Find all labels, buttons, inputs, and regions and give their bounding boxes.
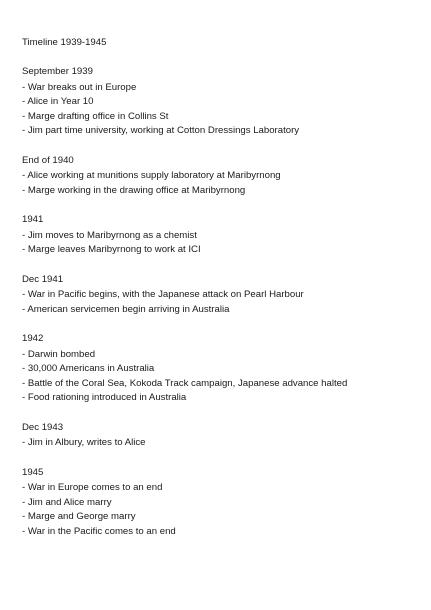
timeline-section <box>22 213 411 258</box>
section-heading: 1941 <box>22 214 44 225</box>
timeline-item: - Jim moves to Maribyrnong as a chemist <box>22 229 197 241</box>
timeline-item: - Alice in Year 10 <box>22 96 94 107</box>
timeline-item: - Darwin bombed <box>22 348 96 360</box>
timeline-item: - Battle of the Coral Sea, Kokoda Track campaign, Japanese advance halted <box>22 377 348 389</box>
timeline-item: - Food rationing introduced in Australia <box>22 392 187 403</box>
timeline-sections <box>22 65 411 539</box>
timeline-item: - War breaks out in Europe <box>22 81 137 93</box>
timeline-section <box>22 273 411 318</box>
timeline-item: - War in the Pacific comes to an end <box>22 525 176 537</box>
section-heading: September 1939 <box>22 66 93 77</box>
section-heading: 1945 <box>22 466 44 478</box>
timeline-item: - Alice working at munitions supply laboratory at Maribyrnong <box>22 170 281 181</box>
timeline-item: - Jim part time university, working at Cotton Dressings Laboratory <box>22 125 300 136</box>
timeline-item: - Marge leaves Maribyrnong to work at ICI <box>22 244 201 255</box>
timeline-item: - War in Europe comes to an end <box>22 482 163 493</box>
timeline-item: - Jim in Albury, writes to Alice <box>22 437 146 448</box>
timeline-item: - Marge working in the drawing office at Maribyrnong <box>22 184 246 196</box>
timeline-section <box>22 466 411 540</box>
timeline-section <box>22 421 411 451</box>
timeline-item: - 30,000 Americans in Australia <box>22 363 155 374</box>
timeline-section <box>22 154 411 199</box>
timeline-item: - War in Pacific begins, with the Japanese attack on Pearl Harbour <box>22 289 304 300</box>
timeline-item: - Marge drafting office in Collins St <box>22 110 169 122</box>
timeline-section <box>22 332 411 406</box>
section-heading: End of 1940 <box>22 154 74 166</box>
timeline-item: - Marge and George marry <box>22 511 136 522</box>
timeline-item: - American servicemen begin arriving in Australia <box>22 303 230 315</box>
section-heading: Dec 1943 <box>22 421 64 433</box>
document-title: Timeline 1939-1945 <box>22 37 107 48</box>
section-heading: Dec 1941 <box>22 273 64 285</box>
section-heading: 1942 <box>22 333 44 344</box>
timeline-item: - Jim and Alice marry <box>22 496 112 508</box>
timeline-section <box>22 65 411 139</box>
